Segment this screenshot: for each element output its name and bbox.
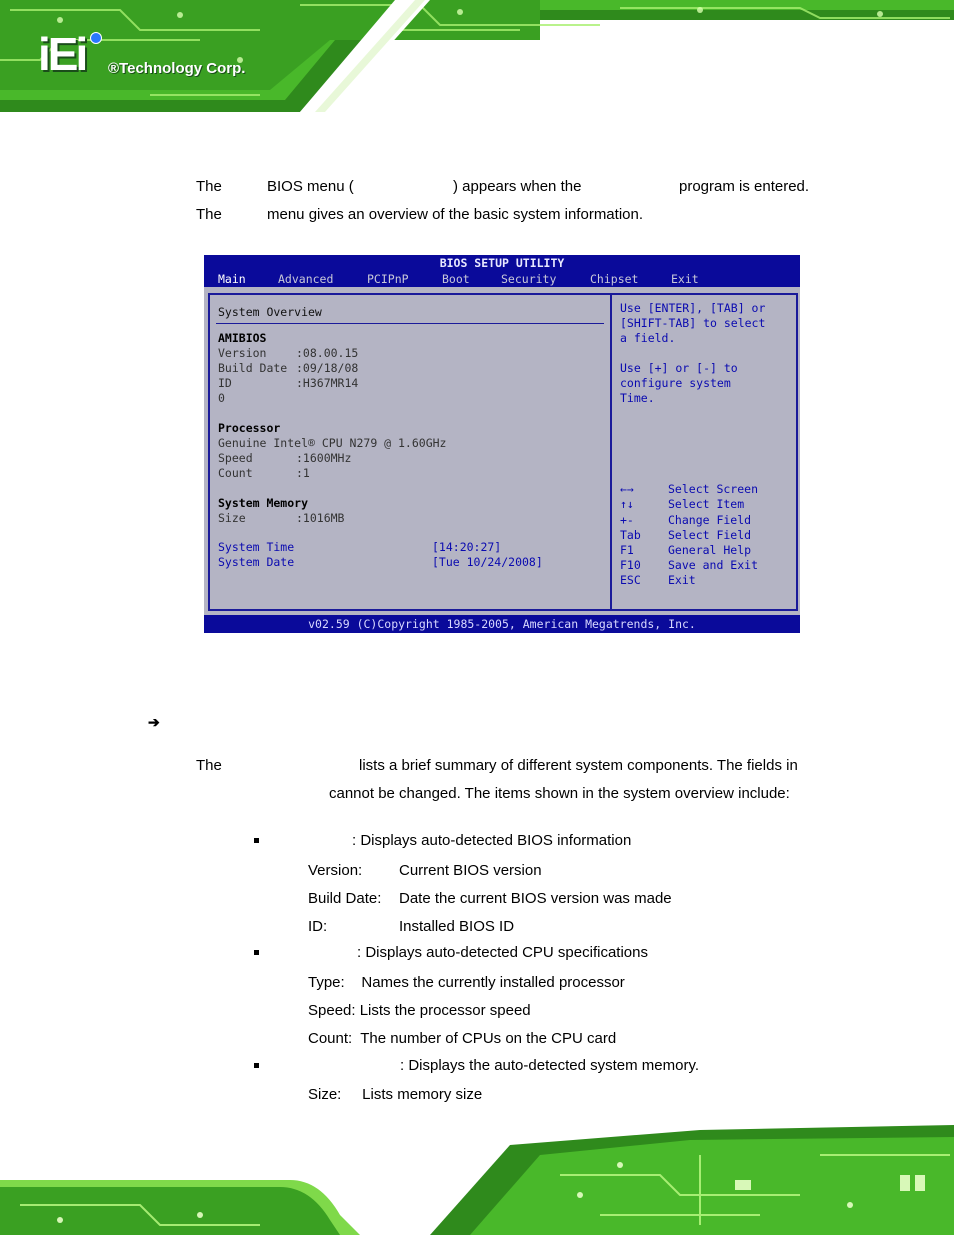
tab-main[interactable]: Main [218, 272, 246, 286]
bios-id-label: ID [218, 376, 232, 390]
bios-version-value: :08.00.15 [296, 346, 359, 360]
bios-section-heading: System Overview [218, 305, 322, 319]
overview-line1-b: lists a brief summary of different system components. The fields in [359, 757, 798, 774]
bios-id-value: :H367MR14 [296, 376, 359, 390]
item-id-label: ID: [308, 918, 328, 935]
key-tab: Tab [620, 528, 641, 542]
processor-name: Genuine Intel® CPU N279 @ 1.60GHz [218, 436, 447, 450]
logo-mark: iEi [38, 28, 86, 80]
system-time-label[interactable]: System Time [218, 540, 295, 554]
footer-circuit-banner [0, 1125, 954, 1235]
item-id-desc: Installed BIOS ID [399, 918, 515, 935]
item-speed-line: Speed: Lists the processor speed [308, 1002, 531, 1019]
processor-speed-value: :1600MHz [296, 451, 352, 465]
help-line-3: a field. [620, 331, 676, 345]
help-line-2: [SHIFT-TAB] to select [620, 316, 766, 330]
tab-chipset[interactable]: Chipset [590, 272, 639, 286]
tab-pcipnp[interactable]: PCIPnP [367, 272, 409, 286]
item-type-line: Type: Names the currently installed processor [308, 974, 625, 991]
help-line-4: Use [+] or [-] to [620, 361, 738, 375]
tab-advanced[interactable]: Advanced [278, 272, 334, 286]
memory-label: System Memory [218, 496, 309, 510]
key-f10-desc: Save and Exit [668, 558, 759, 572]
key-arrows-lr-desc: Select Screen [668, 482, 759, 496]
logo-dot-icon [90, 32, 102, 44]
overview-line2: cannot be changed. The items shown in the system overview include: [329, 785, 790, 802]
overview-line1-a: The [196, 757, 222, 774]
system-time-field[interactable]: [14:20:27] [432, 540, 502, 554]
bios-main-menu-screenshot [204, 255, 800, 633]
key-f1: F1 [620, 543, 634, 557]
bios-build-value: :09/18/08 [296, 361, 359, 375]
bios-heading-divider [216, 323, 604, 324]
bios-title: BIOS SETUP UTILITY [204, 255, 800, 271]
help-line-5: configure system [620, 376, 731, 390]
intro-line2-a: The [196, 206, 222, 223]
item-build-label: Build Date: [308, 890, 382, 907]
arrow-right-icon: ➔ [148, 714, 160, 730]
key-arrows-lr: ←→ [620, 482, 634, 496]
intro-line1-a: The [196, 178, 222, 195]
key-tab-desc: Select Field [668, 528, 752, 542]
item-bios-desc: : Displays auto-detected BIOS information [352, 832, 632, 849]
item-count-line: Count: The number of CPUs on the CPU card [308, 1030, 617, 1047]
key-plus-minus: +- [620, 513, 634, 527]
bullet-icon [254, 838, 259, 843]
item-size-line: Size: Lists memory size [308, 1086, 483, 1103]
bios-content-panel [208, 293, 612, 611]
bios-id-extra: 0 [218, 391, 225, 405]
key-f10: F10 [620, 558, 641, 572]
processor-speed-label: Speed [218, 451, 253, 465]
intro-line1-b: BIOS menu ( [267, 178, 354, 195]
bios-copyright-bar: v02.59 (C)Copyright 1985-2005, American Megatrends, Inc. [204, 615, 800, 633]
intro-line1-c: ) appears when the [453, 178, 582, 195]
processor-count-label: Count [218, 466, 253, 480]
bios-help-panel [610, 293, 798, 611]
bios-version-label: Version [218, 346, 267, 360]
item-memory-desc: : Displays the auto-detected system memory. [400, 1057, 700, 1074]
item-processor-desc: : Displays auto-detected CPU specifications [357, 944, 648, 961]
tab-boot[interactable]: Boot [442, 272, 470, 286]
bullet-icon [254, 1063, 259, 1068]
key-arrows-ud: ↑↓ [620, 497, 634, 511]
item-version-label: Version: [308, 862, 363, 879]
bios-build-label: Build Date [218, 361, 288, 375]
bullet-icon [254, 950, 259, 955]
help-line-6: Time. [620, 391, 655, 405]
intro-line2-b: menu gives an overview of the basic system information. [267, 206, 644, 223]
key-f1-desc: General Help [668, 543, 752, 557]
memory-size-value: :1016MB [296, 511, 345, 525]
tab-exit[interactable]: Exit [671, 272, 699, 286]
intro-line1-d: program is entered. [679, 178, 810, 195]
key-esc-desc: Exit [668, 573, 696, 587]
logo-subtitle: ®Technology Corp. [108, 60, 246, 77]
system-date-field[interactable]: [Tue 10/24/2008] [432, 555, 543, 569]
key-plus-minus-desc: Change Field [668, 513, 752, 527]
amibios-label: AMIBIOS [218, 331, 267, 345]
tab-security[interactable]: Security [501, 272, 557, 286]
memory-size-label: Size [218, 511, 246, 525]
system-date-label[interactable]: System Date [218, 555, 295, 569]
help-line-1: Use [ENTER], [TAB] or [620, 301, 766, 315]
iei-logo [38, 30, 308, 90]
item-build-desc: Date the current BIOS version was made [399, 890, 672, 907]
key-esc: ESC [620, 573, 641, 587]
key-arrows-ud-desc: Select Item [668, 497, 745, 511]
item-version-desc: Current BIOS version [399, 862, 542, 879]
processor-label: Processor [218, 421, 281, 435]
processor-count-value: :1 [296, 466, 310, 480]
